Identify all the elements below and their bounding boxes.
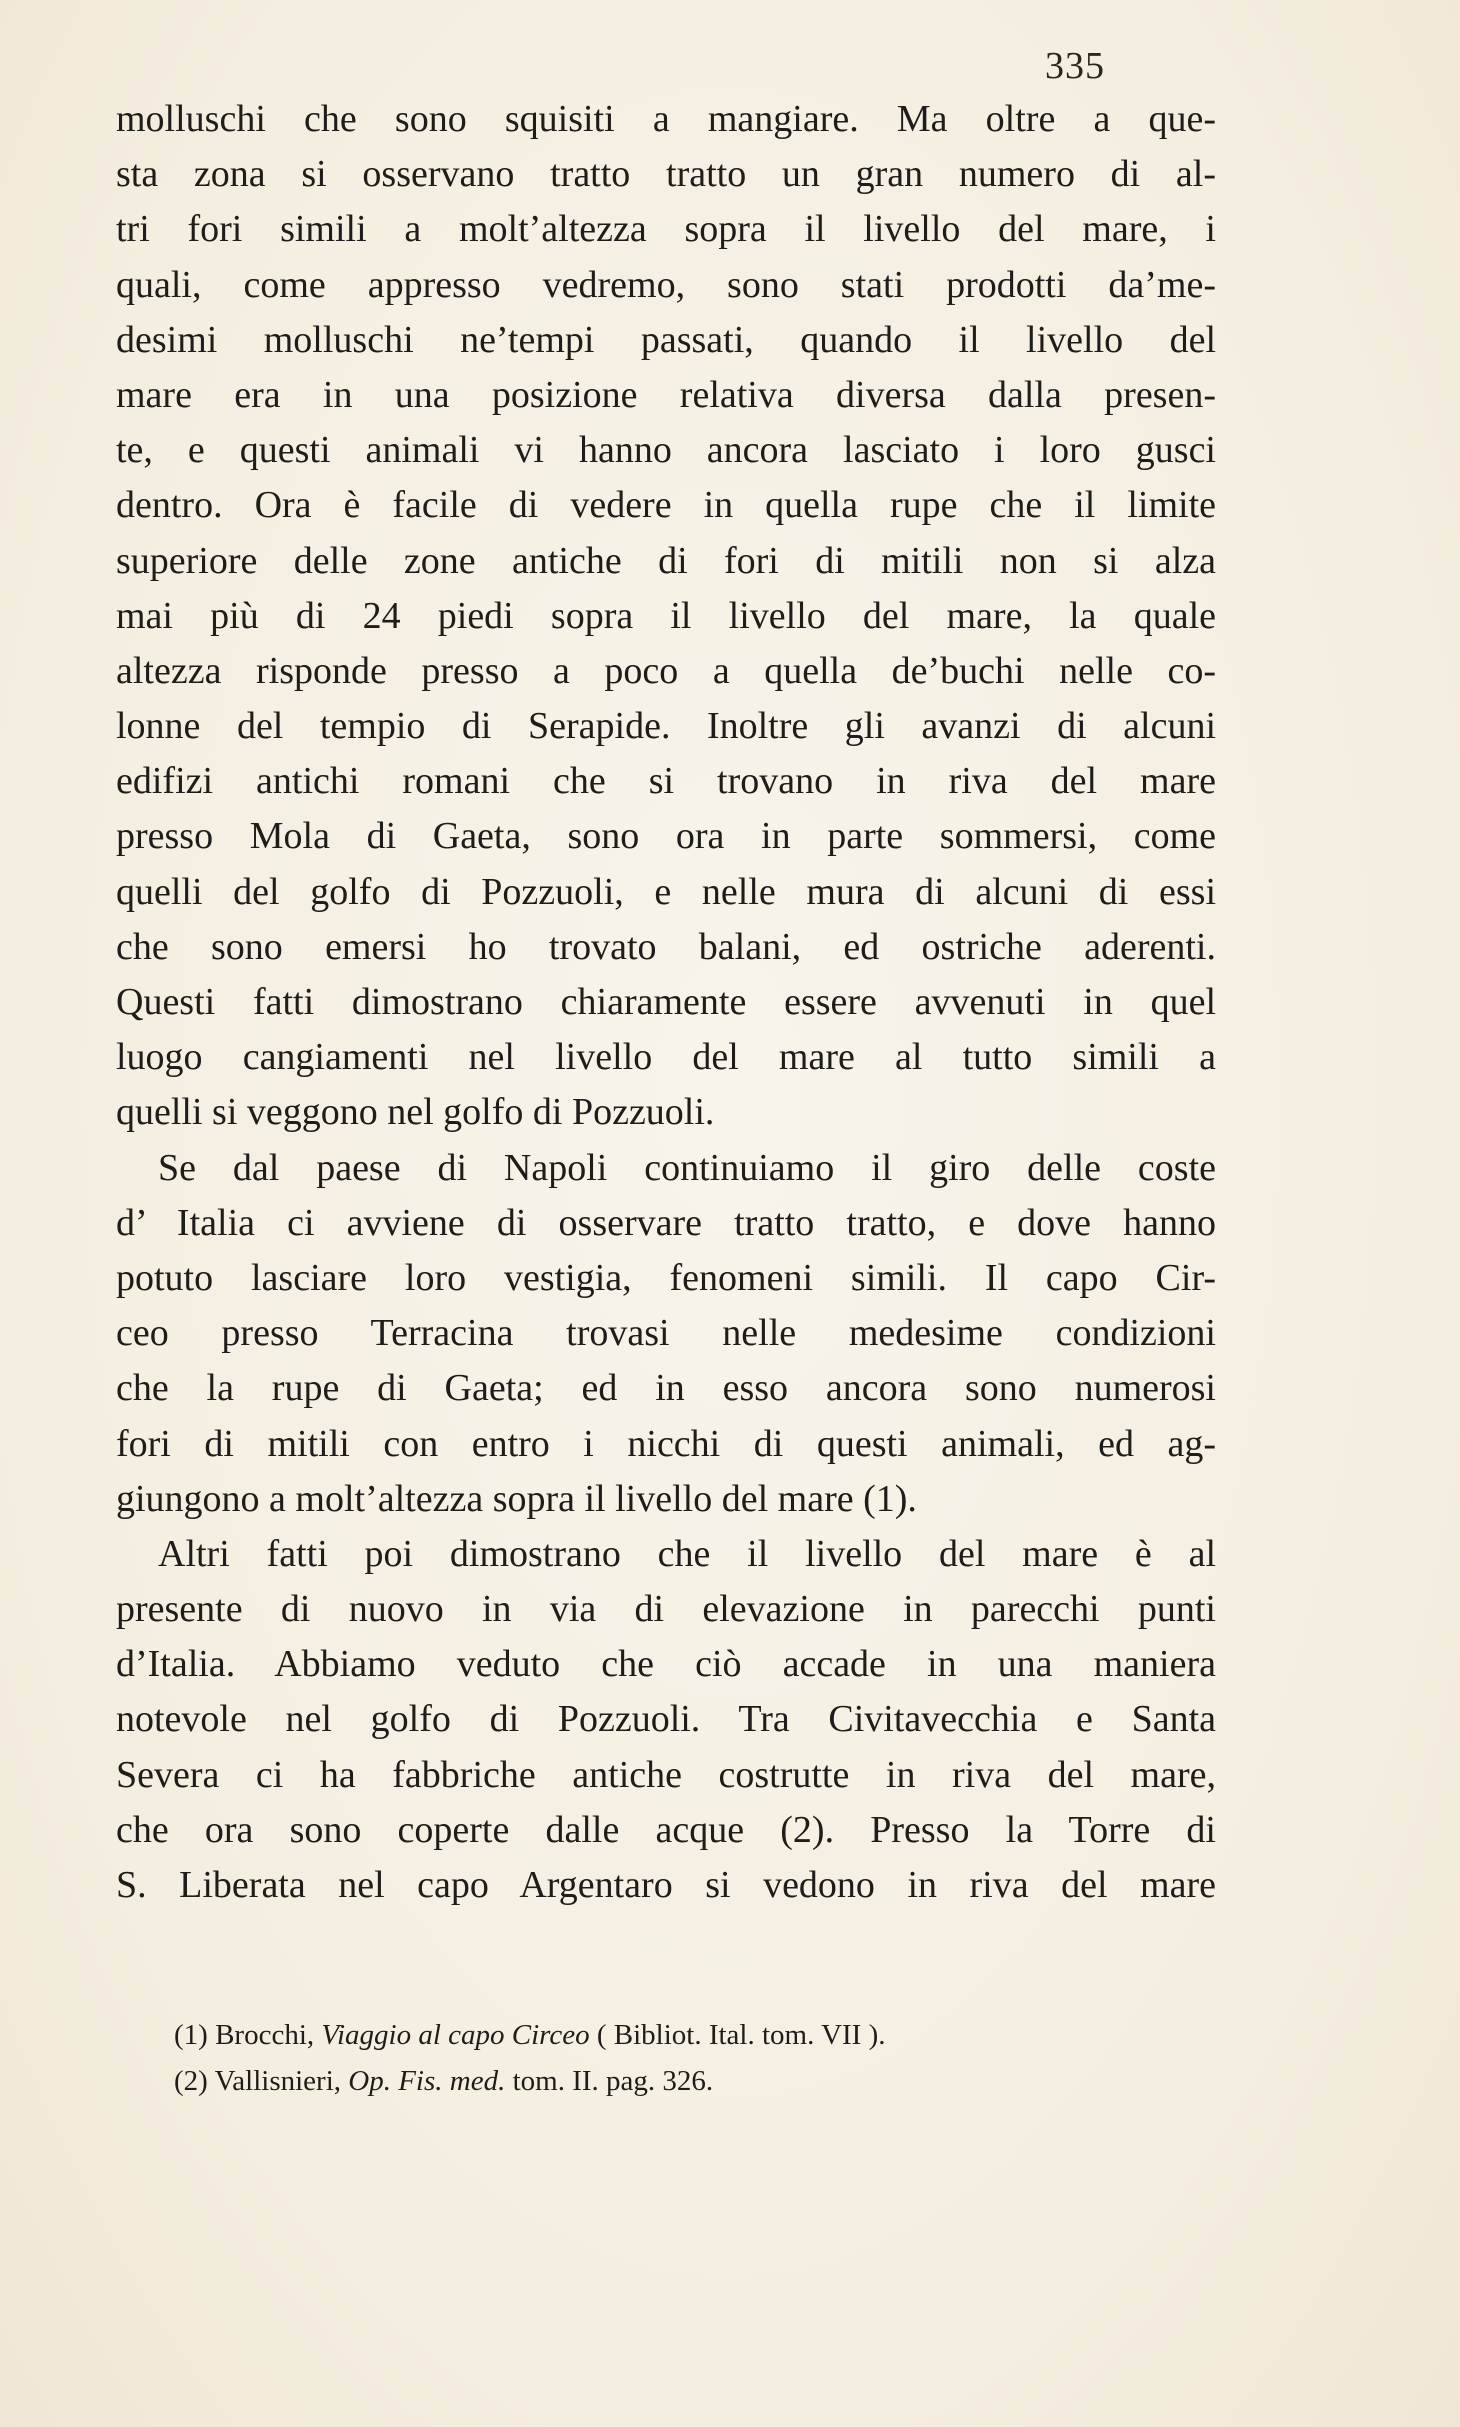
footnote [174,2012,1174,2058]
page-number: 335 [1045,45,1105,87]
text-line: d’Italia. Abbiamo veduto che ciò accade in una maniera [116,1643,1216,1686]
text-line: tri fori simili a molt’altezza sopra il livello del mare, i [116,208,1216,251]
text-line-paragraph-end: giungono a molt’altezza sopra il livello del mare (1). [116,1477,917,1520]
text-line: che sono emersi ho trovato balani, ed ostriche aderenti. [116,925,1216,968]
footnote-reference: ( Bibliot. Ital. tom. VII ). [596,2019,886,2051]
text-line-paragraph-end: quelli si veggono nel golfo di Pozzuoli. [116,1091,715,1134]
text-line: ceo presso Terracina trovasi nelle medesime condizioni [116,1312,1216,1355]
text-line: luogo cangiamenti nel livello del mare al tutto simili a [116,1036,1216,1079]
text-line: mare era in una posizione relativa diversa dalla presen- [116,373,1216,416]
text-line: molluschi che sono squisiti a mangiare. Ma oltre a que- [116,98,1216,140]
text-line: Severa ci ha fabbriche antiche costrutte in riva del mare, [116,1753,1216,1796]
text-line: lonne del tempio di Serapide. Inoltre gli avanzi di alcuni [116,705,1216,748]
text-line: mai più di 24 piedi sopra il livello del mare, la quale [116,594,1216,637]
text-line: che la rupe di Gaeta; ed in esso ancora sono numerosi [116,1367,1216,1410]
body-text [116,92,1216,1913]
text-line: d’ Italia ci avviene di osservare tratto tratto, e dove hanno [116,1201,1216,1244]
text-line: fori di mitili con entro i nicchi di questi animali, ed ag- [116,1422,1216,1465]
footnote-marker: (1) [174,2019,208,2051]
text-line: edifizi antichi romani che si trovano in riva del mare [116,760,1216,803]
text-line: quali, come appresso vedremo, sono stati prodotti da’me- [116,263,1216,306]
footnotes [174,2012,1174,2104]
text-line: dentro. Ora è facile di vedere in quella rupe che il limite [116,484,1216,527]
footnote-author: Vallisnieri, [214,2065,342,2097]
footnote-title: Op. Fis. med. [348,2065,506,2097]
text-line: S. Liberata nel capo Argentaro si vedono in riva del mare [116,1864,1216,1906]
text-line: sta zona si osservano tratto tratto un gran numero di al- [116,153,1216,196]
footnote-title: Viaggio al capo Circeo [321,2019,590,2051]
text-line: te, e questi animali vi hanno ancora lasciato i loro gusci [116,429,1216,472]
footnote-reference: tom. II. pag. 326. [512,2065,714,2097]
text-line: superiore delle zone antiche di fori di mitili non si alza [116,539,1216,582]
text-line: notevole nel golfo di Pozzuoli. Tra Civitavecchia e Santa [116,1698,1216,1741]
text-line: presente di nuovo in via di elevazione in parecchi punti [116,1588,1216,1631]
footnote-marker: (2) [174,2065,208,2097]
footnote [174,2058,1174,2104]
text-line: quelli del golfo di Pozzuoli, e nelle mura di alcuni di essi [116,870,1216,913]
text-line: che ora sono coperte dalle acque (2). Presso la Torre di [116,1808,1216,1851]
text-line: altezza risponde presso a poco a quella de’buchi nelle co- [116,649,1216,692]
footnote-author: Brocchi, [215,2019,315,2051]
text-line: desimi molluschi ne’tempi passati, quando il livello del [116,318,1216,361]
text-line-paragraph-start: Altri fatti poi dimostrano che il livello del mare è al [158,1532,1216,1575]
text-line-paragraph-start: Se dal paese di Napoli continuiamo il giro delle coste [158,1146,1216,1189]
text-line: potuto lasciare loro vestigia, fenomeni simili. Il capo Cir- [116,1256,1216,1299]
text-line: presso Mola di Gaeta, sono ora in parte sommersi, come [116,815,1216,858]
text-line: Questi fatti dimostrano chiaramente essere avvenuti in quel [116,981,1216,1023]
